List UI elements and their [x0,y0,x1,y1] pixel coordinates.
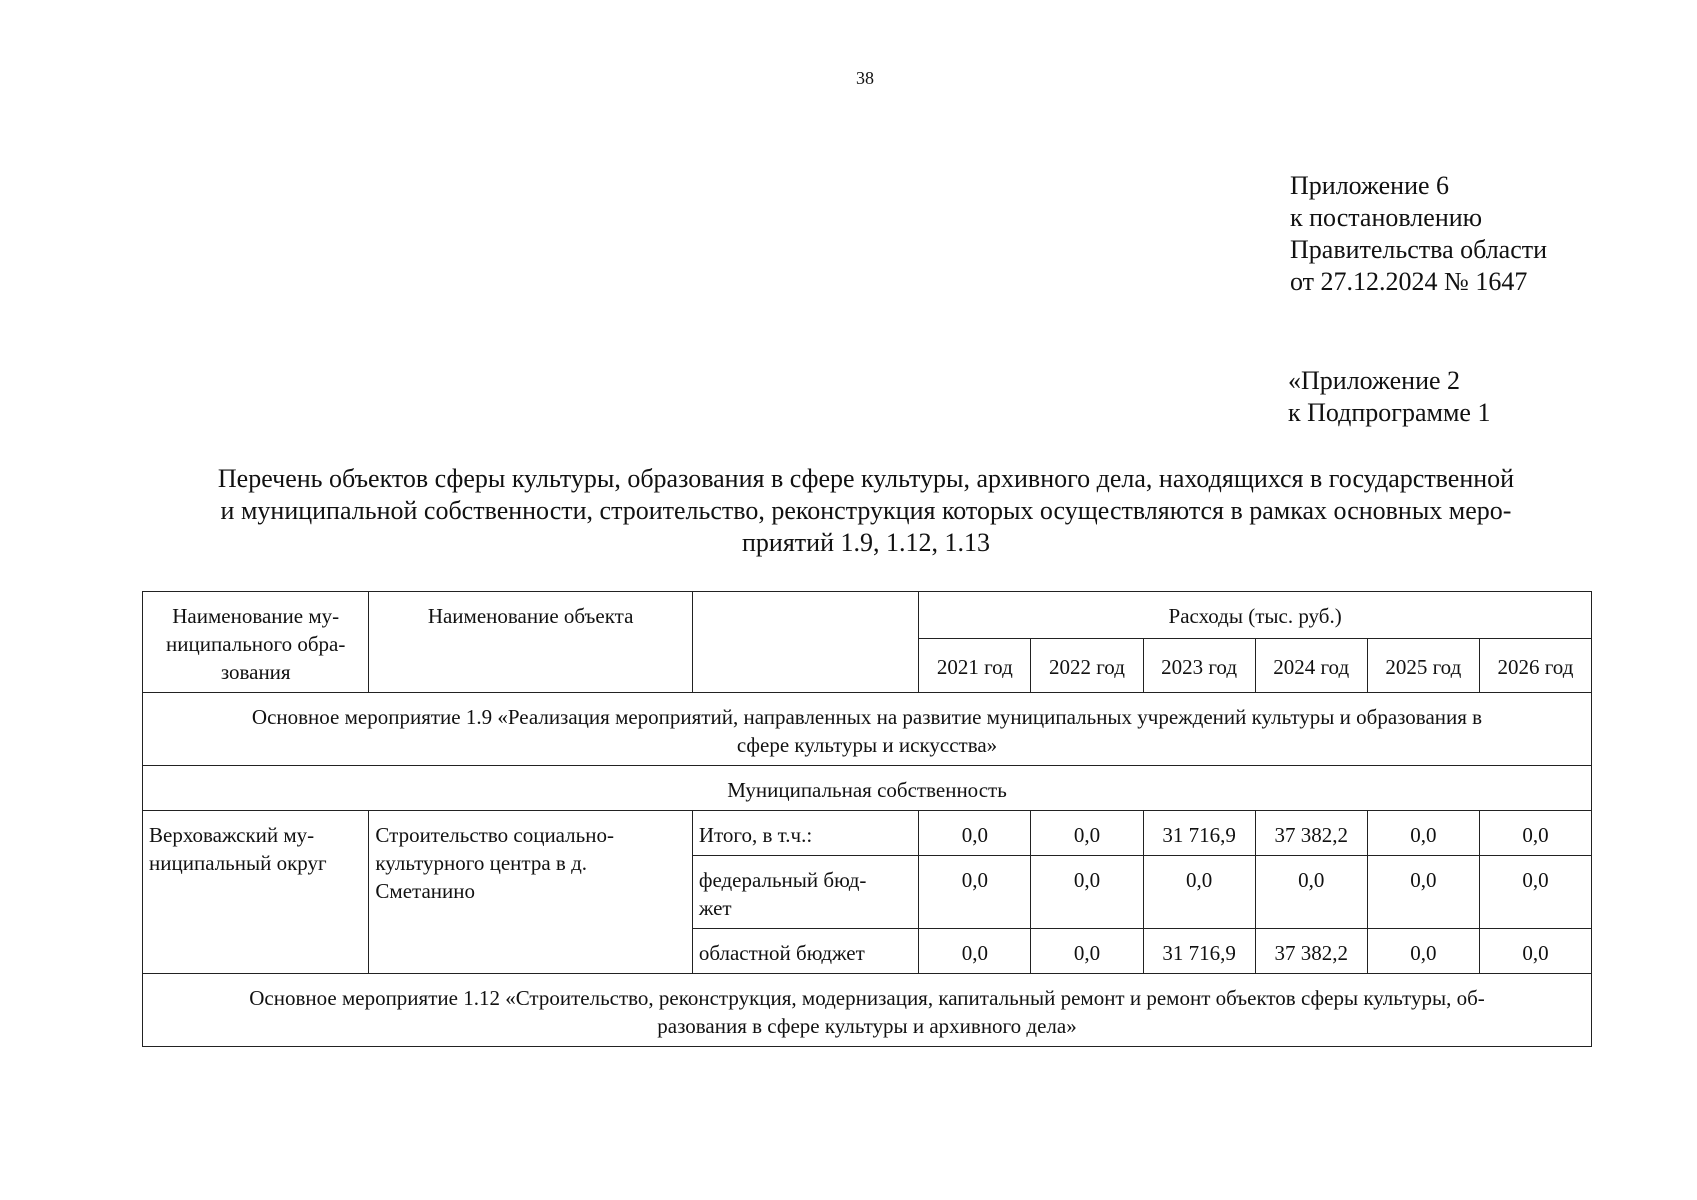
objects-budget-table [142,591,1592,1047]
value-cell: 31 716,9 [1143,811,1255,856]
header-year: 2022 год [1031,639,1143,693]
value-cell: 0,0 [919,811,1031,856]
source-cell: Итого, в т.ч.: [692,811,918,856]
object-cell [369,811,692,974]
section-title [143,974,1592,1047]
value-cell: 0,0 [1031,856,1143,929]
value-cell: 0,0 [1367,929,1479,974]
section-row-1-12 [143,974,1592,1047]
section-line: Основное мероприятие 1.12 «Строительство, реконструкция, модернизация, капитальный ремонт и ремонт объектов сферы культуры, об- [249,986,1485,1010]
title-line: Перечень объектов сферы культуры, образования в сфере культуры, архивного дела, находящихся в государственной [217,464,1515,493]
title-line: и муниципальной собственности, строительство, реконструкция которых осуществляются в рамках основных меро- [220,496,1512,525]
value-cell: 0,0 [1031,811,1143,856]
ownership-label: Муниципальная собственность [143,766,1592,811]
section-title [143,693,1592,766]
header-year: 2026 год [1479,639,1591,693]
object-line: Строительство социально- [375,823,614,847]
header-municipality [143,592,369,693]
object-line: Сметанино [375,879,475,903]
value-cell: 0,0 [1143,856,1255,929]
ownership-row [143,766,1592,811]
municipality-cell [143,811,369,974]
header-source [692,592,918,693]
value-cell: 0,0 [919,856,1031,929]
appendix-line: к Подпрограмме 1 [1288,398,1491,427]
section-row-1-9 [143,693,1592,766]
title-line: приятий 1.9, 1.12, 1.13 [742,528,990,557]
subprogram-appendix-reference [1288,365,1490,429]
header-line: Наименование му- [172,604,340,628]
appendix-line: Правительства области [1290,235,1548,264]
page-number: 38 [856,68,874,88]
source-line: федеральный бюд- [698,868,867,892]
document-title [150,463,1582,559]
municipality-line: ниципальный округ [149,851,327,875]
value-cell: 37 382,2 [1255,929,1367,974]
value-cell: 0,0 [1367,811,1479,856]
table-header-row [143,592,1592,639]
appendix-line: Приложение 6 [1290,171,1450,200]
header-object: Наименование объекта [369,592,692,693]
value-cell: 0,0 [919,929,1031,974]
value-cell: 0,0 [1479,811,1591,856]
header-year: 2024 год [1255,639,1367,693]
header-year: 2025 год [1367,639,1479,693]
source-cell: областной бюджет [692,929,918,974]
header-line: ниципального обра- [166,632,346,656]
appendix-reference [1290,170,1547,298]
municipality-line: Верховажский му- [149,823,315,847]
section-line: разования в сфере культуры и архивного дела» [657,1014,1077,1038]
header-year: 2021 год [919,639,1031,693]
value-cell: 37 382,2 [1255,811,1367,856]
table-row [143,811,1592,856]
header-year: 2023 год [1143,639,1255,693]
section-line: сфере культуры и искусства» [736,733,998,757]
value-cell: 0,0 [1367,856,1479,929]
value-cell: 0,0 [1479,856,1591,929]
value-cell: 0,0 [1255,856,1367,929]
value-cell: 0,0 [1031,929,1143,974]
value-cell: 31 716,9 [1143,929,1255,974]
section-line: Основное мероприятие 1.9 «Реализация мероприятий, направленных на развитие муниципальных учреждений культуры и образования в [251,705,1483,729]
source-line: жет [698,896,732,920]
appendix-line: к постановлению [1290,203,1483,232]
source-cell [692,856,918,929]
header-line: зования [220,660,291,684]
object-line: культурного центра в д. [375,851,588,875]
appendix-line: от 27.12.2024 № 1647 [1290,267,1528,296]
header-expenses: Расходы (тыс. руб.) [919,592,1592,639]
appendix-line: «Приложение 2 [1288,366,1461,395]
value-cell: 0,0 [1479,929,1591,974]
